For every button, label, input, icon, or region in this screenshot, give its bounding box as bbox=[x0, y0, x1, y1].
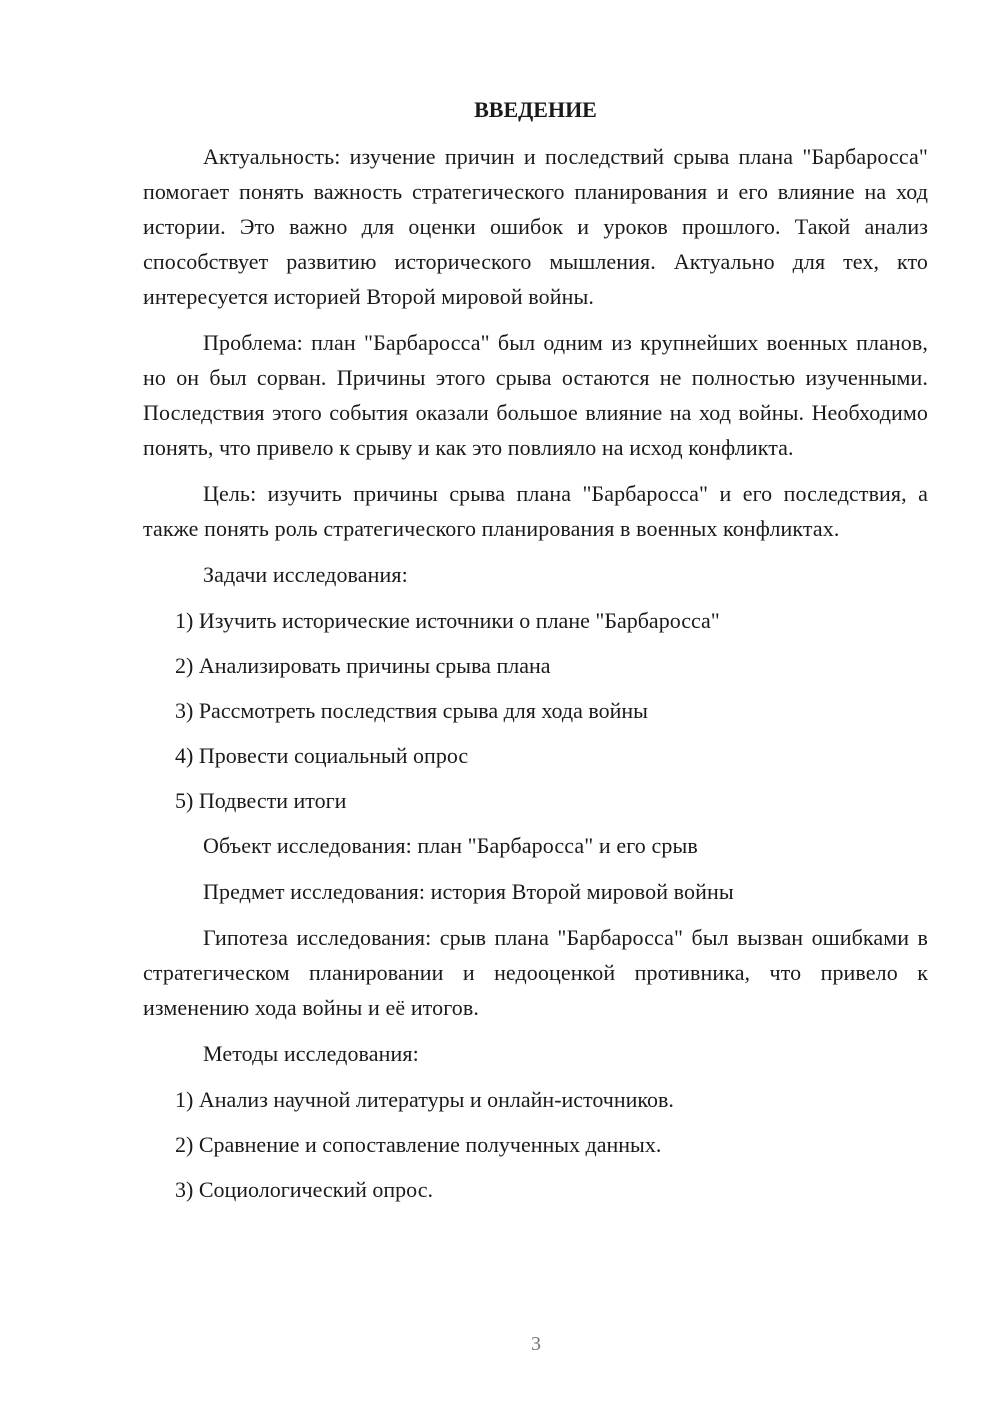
relevance-paragraph: Актуальность: изучение причин и последствий срыва плана "Барбаросса" помогает понять важность стратегического планирования и его влияние на ход истории. Это важно для оценки ошибок и уроков прошлого. Такой анализ способствует развитию исторического мышления. Актуально для тех, кто интересуется историей Второй мировой войны. bbox=[143, 144, 928, 309]
list-item: 3) Рассмотреть последствия срыва для хода войны bbox=[175, 698, 648, 723]
list-item: 5) Подвести итоги bbox=[175, 788, 347, 813]
goal-paragraph: Цель: изучить причины срыва плана "Барбаросса" и его последствия, а также понять роль стратегического планирования в военных конфликтах. bbox=[143, 481, 928, 541]
subject-paragraph: Предмет исследования: история Второй мировой войны bbox=[203, 879, 734, 904]
methods-heading: Методы исследования: bbox=[203, 1041, 419, 1066]
list-item: 2) Сравнение и сопоставление полученных данных. bbox=[175, 1132, 662, 1157]
list-item: 1) Анализ научной литературы и онлайн-источников. bbox=[175, 1087, 674, 1112]
list-item: 3) Социологический опрос. bbox=[175, 1177, 433, 1202]
object-paragraph: Объект исследования: план "Барбаросса" и его срыв bbox=[203, 833, 698, 858]
tasks-heading: Задачи исследования: bbox=[203, 562, 408, 587]
list-item: 2) Анализировать причины срыва плана bbox=[175, 653, 551, 678]
tasks-list bbox=[143, 603, 928, 818]
page-number: 3 bbox=[531, 1333, 541, 1355]
section-title: ВВЕДЕНИЕ bbox=[474, 97, 597, 122]
document-page bbox=[143, 95, 928, 1217]
methods-list bbox=[143, 1082, 928, 1207]
list-item: 4) Провести социальный опрос bbox=[175, 743, 469, 768]
problem-paragraph: Проблема: план "Барбаросса" был одним из крупнейших военных планов, но он был сорван. Причины этого срыва остаются не полностью изученными. Последствия этого события оказали большое влияние на ход войны. Необходимо понять, что привело к срыву и как это повлияло на исход конфликта. bbox=[143, 330, 928, 460]
list-item: 1) Изучить исторические источники о плане "Барбаросса" bbox=[175, 608, 720, 633]
hypothesis-paragraph: Гипотеза исследования: срыв плана "Барбаросса" был вызван ошибками в стратегическом планировании и недооценкой противника, что привело к изменению хода войны и её итогов. bbox=[143, 925, 928, 1020]
